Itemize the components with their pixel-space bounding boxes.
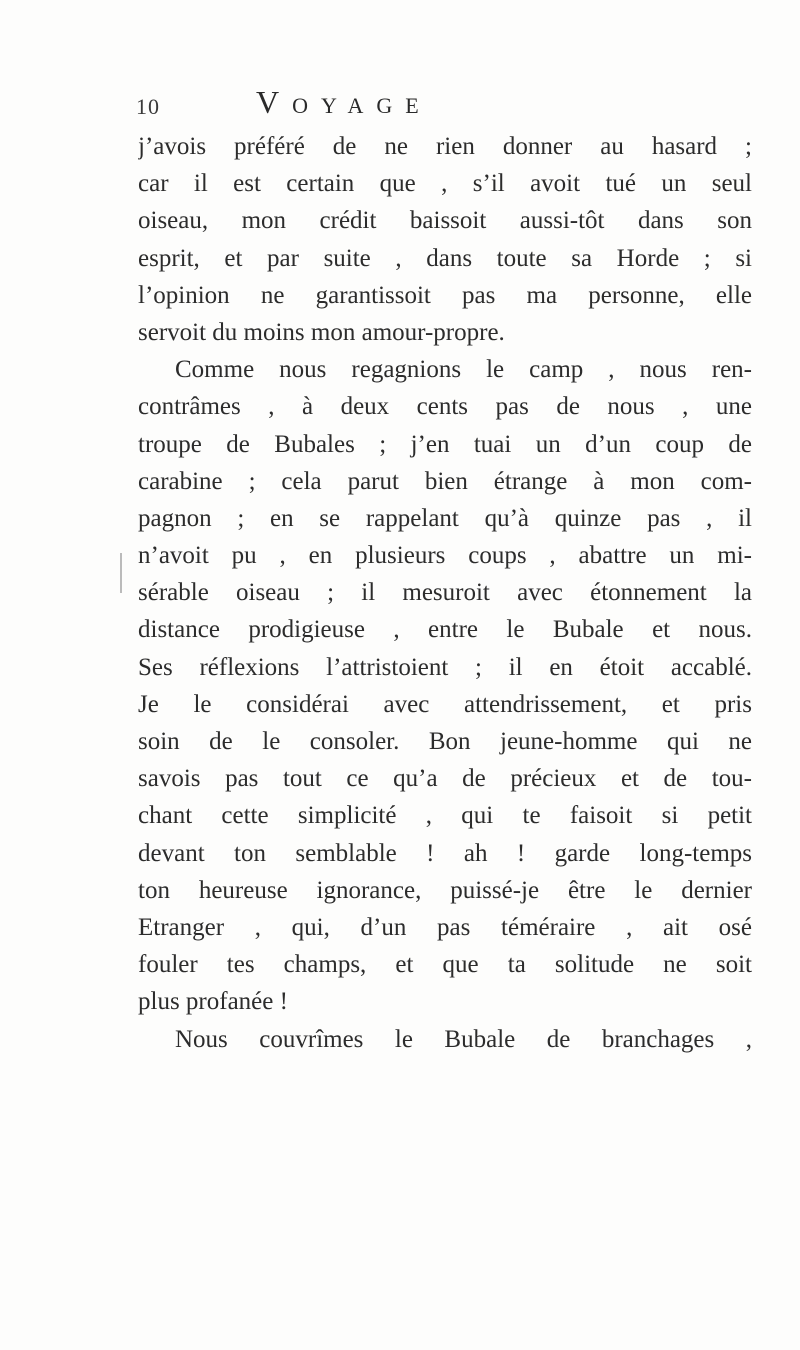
text-line: oiseau, mon crédit baissoit aussi-tôt dans son [138, 207, 752, 235]
text-line: fouler tes champs, et que ta solitude ne soit [138, 951, 752, 979]
text-line: contrâmes , à deux cents pas de nous , une [138, 393, 752, 421]
text-line: n’avoit pu , en plusieurs coups , abattre un mi- [138, 542, 752, 570]
text-line: Etranger , qui, d’un pas téméraire , ait osé [138, 913, 752, 941]
text-line: savois pas tout ce qu’a de précieux et de tou- [138, 765, 752, 793]
text-line: esprit, et par suite , dans toute sa Horde ; si [138, 244, 752, 272]
running-title: Voyage [256, 84, 432, 120]
page-number: 10 [136, 94, 160, 119]
text-line: sérable oiseau ; il mesuroit avec étonnement la [138, 579, 752, 607]
text-line: soin de le consoler. Bon jeune-homme qui ne [138, 728, 752, 755]
text-line: plus profanée ! [138, 988, 288, 1016]
text-line: Nous couvrîmes le Bubale de branchages , [175, 1025, 752, 1053]
text-line: l’opinion ne garantissoit pas ma personne, elle [138, 281, 752, 309]
text-line: pagnon ; en se rappelant qu’à quinze pas , il [138, 504, 752, 532]
text-line: troupe de Bubales ; j’en tuai un d’un coup de [138, 430, 752, 458]
text-line: devant ton semblable ! ah ! garde long-temps [138, 839, 752, 867]
body-text [138, 128, 752, 1058]
text-line: j’avois préféré de ne rien donner au hasard ; [138, 133, 752, 160]
text-line: ton heureuse ignorance, puissé-je être le dernier [138, 876, 752, 904]
text-line: servoit du moins mon amour-propre. [138, 318, 505, 346]
text-line: Comme nous regagnions le camp , nous ren- [175, 356, 752, 384]
text-line: chant cette simplicité , qui te faisoit si petit [138, 802, 752, 830]
text-line: Ses réflexions l’attristoient ; il en étoit accablé. [138, 653, 752, 681]
text-line: carabine ; cela parut bien étrange à mon com- [138, 467, 752, 495]
text-line: car il est certain que , s’il avoit tué un seul [138, 170, 752, 198]
margin-mark [120, 553, 122, 593]
running-head [136, 84, 756, 128]
text-line: distance prodigieuse , entre le Bubale et nous. [138, 616, 752, 644]
text-line: Je le considérai avec attendrissement, et pris [138, 690, 752, 718]
